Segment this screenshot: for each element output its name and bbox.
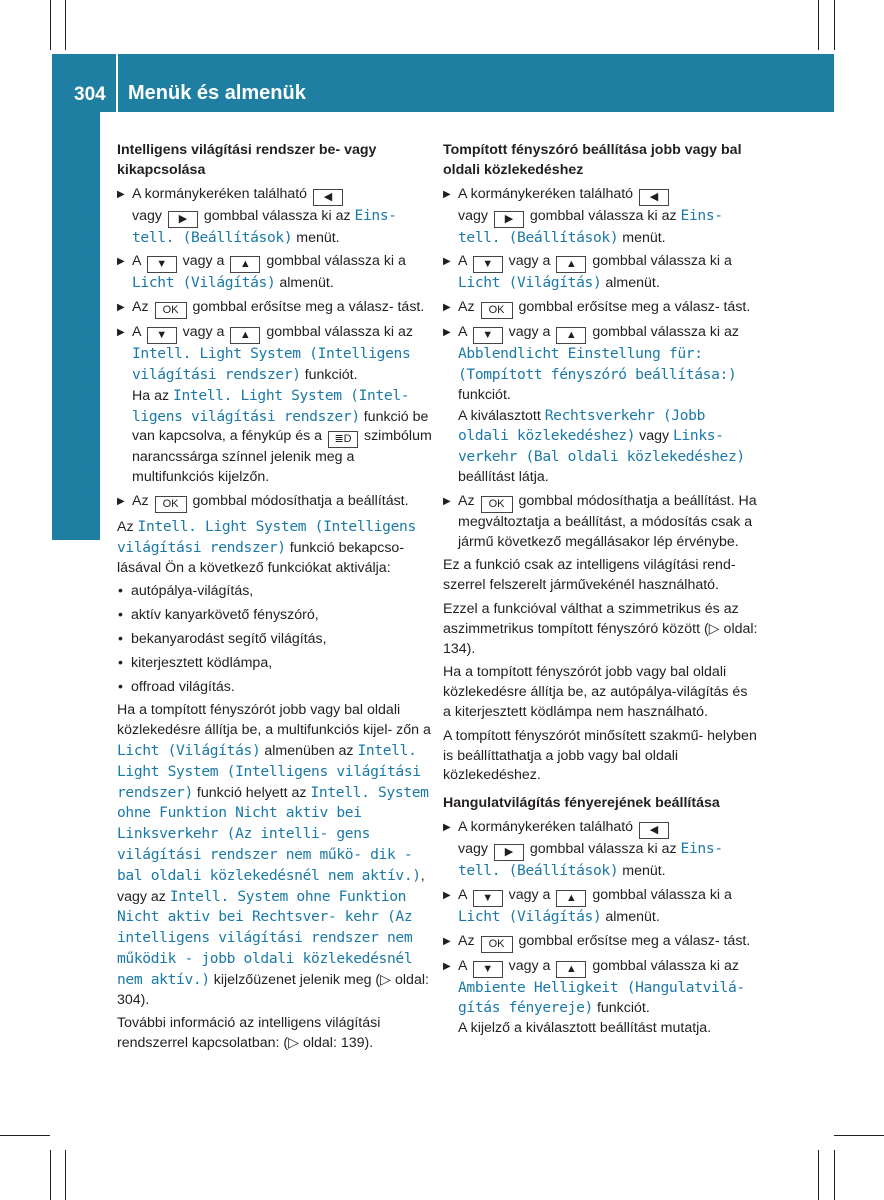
crop-mark [50, 0, 51, 50]
step-text: Az [458, 932, 475, 949]
step-item [443, 818, 759, 882]
step-text: A kormánykeréken található [132, 185, 308, 202]
step-text: gombbal válassza ki a [592, 253, 732, 270]
step-item [443, 185, 759, 249]
step-text: gombbal erősítse meg a válasz‐ tást. [518, 932, 751, 949]
up-arrow-key-icon: ▲ [556, 256, 586, 273]
up-arrow-key-icon: ▲ [556, 890, 586, 907]
up-arrow-key-icon: ▲ [556, 327, 586, 344]
ok-key-icon: OK [481, 496, 513, 513]
step-text: almenüt. [605, 908, 660, 925]
step-item [443, 957, 759, 1039]
step-text: A [458, 886, 467, 903]
left-arrow-key-icon: ◀ [639, 822, 669, 839]
page-number: 304 [74, 84, 106, 105]
step-item [117, 492, 433, 513]
paragraph: További információ az intelligens világítási rendszerrel kapcsolatban: (▷ oldal: 139). [117, 1015, 381, 1052]
step-text: gombbal válassza ki a [266, 253, 406, 270]
chapter-label: Fedélzeti számítógép és kijelzők [76, 183, 98, 490]
menu-name: Links‐ verkehr (Bal oldali közlekedéshez) [458, 427, 745, 466]
step-text: szimbólum narancssárga színnel jelenik meg a multifunkciós kijelzőn. [132, 428, 432, 486]
ok-key-icon: OK [481, 936, 513, 953]
left-column [117, 141, 433, 1058]
step-item [443, 932, 759, 953]
crop-mark [65, 0, 66, 50]
step-text: funkciót. [596, 1000, 650, 1017]
menu-name: Licht (Világítás) [458, 274, 602, 292]
menu-name: Intell. Light System (Intel‐ ligens világítási rendszer) [132, 386, 410, 425]
step-text: vagy a [508, 253, 551, 270]
step-item [443, 886, 759, 928]
right-arrow-key-icon: ▶ [168, 211, 198, 228]
step-text: vagy [132, 207, 162, 224]
crop-mark [818, 0, 819, 50]
menu-name: Licht (Világítás) [117, 741, 261, 759]
step-text: gombbal válassza ki az [592, 324, 739, 341]
step-text: funkció be van kapcsolva, a fénykúp és a [132, 408, 429, 445]
step-text: A [458, 957, 467, 974]
step-text: A kijelző a kiválasztott beállítást mutatja. [458, 1020, 712, 1037]
menu-name: Licht (Világítás) [458, 907, 602, 925]
step-text: A kiválasztott [458, 407, 541, 424]
step-text: gombbal válassza ki az [592, 957, 739, 974]
step-item [117, 252, 433, 294]
crop-mark [0, 1135, 50, 1136]
crop-mark [834, 0, 835, 50]
step-text: vagy [458, 207, 488, 224]
down-arrow-key-icon: ▼ [473, 256, 503, 273]
step-text: vagy [639, 428, 670, 445]
section-heading: Tompított fényszóró beállítása jobb vagy bal oldali közlekedéshez [443, 142, 742, 178]
headlamp-icon: ≣D [328, 431, 358, 448]
menu-name: Licht (Világítás) [132, 274, 276, 292]
crop-mark [65, 1150, 66, 1200]
menu-name: Rechtsverkehr (Jobb oldali közlekedéshez) [458, 406, 706, 445]
menu-name: Eins‐ tell. (Beállítások) [458, 839, 723, 879]
section-heading: Intelligens világítási rendszer be- vagy kikapcsolása [117, 142, 377, 178]
list-item: • offroad világítás. [117, 678, 433, 698]
paragraph: Ha a tompított fényszórót jobb vagy bal oldali közlekedésre állítja be, az autópálya-világítás és a kiterjesztett ködlámpa nem használható. [443, 664, 748, 720]
ok-key-icon: OK [155, 302, 187, 319]
down-arrow-key-icon: ▼ [473, 890, 503, 907]
paragraph: Az Intell. Light System (Intelligens világítási rendszer) funkció bekapcso‐ lásával Ön a következő funkciókat aktiválja: [117, 517, 416, 576]
step-item [117, 185, 433, 249]
menu-name: Eins‐ tell. (Beállítások) [458, 206, 723, 246]
menu-name: Intell. Light System (Intelligens világítási rendszer) [117, 741, 421, 801]
down-arrow-key-icon: ▼ [147, 256, 177, 273]
step-text: A [132, 253, 141, 270]
up-arrow-key-icon: ▲ [230, 327, 260, 344]
step-text: gombbal erősítse meg a válasz‐ tást. [192, 299, 425, 316]
step-text: vagy a [508, 324, 551, 341]
step-text: gombbal módosíthatja a beállítást. Ha megváltoztatja a beállítást, a módosítás csak a jármű következő megállásakor lép érvénybe. [458, 492, 757, 550]
page-title: Menük és almenük [128, 82, 306, 104]
left-arrow-key-icon: ◀ [639, 189, 669, 206]
step-text: vagy [458, 840, 488, 857]
step-text: Az [458, 492, 475, 509]
list-item: • autópálya-világítás, [117, 582, 433, 602]
down-arrow-key-icon: ▼ [473, 961, 503, 978]
step-text: vagy a [182, 324, 225, 341]
step-text: gombbal válassza ki az [266, 324, 413, 341]
list-item: • aktív kanyarkövető fényszóró, [117, 606, 433, 626]
step-text: almenüt. [279, 275, 334, 292]
header-divider [116, 54, 118, 112]
down-arrow-key-icon: ▼ [473, 327, 503, 344]
step-text: menüt. [622, 229, 666, 246]
step-text: A kormánykeréken található [458, 818, 634, 835]
step-text: vagy a [182, 253, 225, 270]
step-item [443, 323, 759, 488]
step-item [117, 323, 433, 488]
step-item [443, 252, 759, 294]
step-text: A [458, 253, 467, 270]
step-text: gombbal válassza ki az [203, 207, 351, 224]
right-arrow-key-icon: ▶ [494, 211, 524, 228]
paragraph: Ezzel a funkcióval válthat a szimmetrikus és az aszimmetrikus tompított fényszóró között (▷ oldal: 134). [443, 600, 758, 657]
step-text: vagy a [508, 886, 551, 903]
crop-mark [834, 1150, 835, 1200]
list-item: • bekanyarodást segítő világítás, [117, 630, 433, 650]
crop-mark [834, 1135, 884, 1136]
step-text: funkciót. [458, 386, 511, 403]
up-arrow-key-icon: ▲ [556, 961, 586, 978]
step-text: Ha az [132, 387, 170, 404]
menu-name: Abblendlicht Einstellung für: (Tompított fényszóró beállítása:) [458, 345, 737, 383]
step-text: almenüt. [605, 275, 660, 292]
step-text: Az [132, 299, 149, 316]
step-text: beállítást látja. [458, 468, 549, 485]
menu-name: Intell. Light System (Intelligens világítási rendszer) [117, 517, 416, 556]
step-item [443, 492, 759, 553]
step-text: menüt. [296, 229, 340, 246]
step-text: gombbal erősítse meg a válasz‐ tást. [518, 299, 751, 316]
paragraph: A tompított fényszórót minősített szakmű‐ helyben is beállíttathatja a jobb vagy bal oldali közlekedéshez. [443, 727, 757, 784]
menu-name: Ambiente Helligkeit (Hangulatvilá‐ gítás fényereje) [458, 978, 745, 1017]
right-column [443, 141, 759, 1043]
step-text: gombbal válassza ki a [592, 886, 732, 903]
message-name: Intell. System ohne Funktion Nicht aktiv bei Linksverkehr (Az intelli‐ gens világítási rendszer nem műkö‐ dik - bal oldali közlekedésnél nem aktív.) [117, 783, 429, 884]
step-text: Az [458, 299, 475, 316]
left-arrow-key-icon: ◀ [313, 189, 343, 206]
step-text: gombbal válassza ki az [529, 840, 677, 857]
step-text: gombbal módosíthatja a beállítást. [192, 492, 409, 509]
step-item [117, 298, 433, 319]
ok-key-icon: OK [481, 302, 513, 319]
right-arrow-key-icon: ▶ [494, 844, 524, 861]
step-text: A kormánykeréken található [458, 185, 634, 202]
step-text: funkciót. [304, 366, 358, 383]
message-name: Intell. System ohne Funktion Nicht aktiv bei Rechtsver‐ kehr (Az intelligens világítási rendszer nem működik - jobb oldali közlekedésnél nem aktív.) [117, 887, 413, 988]
step-text: gombbal válassza ki az [529, 207, 677, 224]
step-text: vagy a [508, 957, 551, 974]
step-text: A [458, 324, 467, 341]
step-text: A [132, 324, 141, 341]
paragraph: Ez a funkció csak az intelligens világítási rend‐ szerrel felszerelt járművekénél használható. [443, 557, 736, 594]
menu-name: Intell. Light System (Intelligens világítási rendszer) [132, 345, 411, 383]
menu-name: Eins‐ tell. (Beállítások) [132, 206, 397, 246]
step-text: Az [132, 492, 149, 509]
step-item [443, 298, 759, 319]
paragraph: Ha a tompított fényszórót jobb vagy bal oldali közlekedésre állítja be, a multifunkciós kijel‐ zőn a Licht (Világítás) almenüben az Intell. Light System (Intelligens világítási rendszer) funkció helyett az Intell. System ohne Funktion Nicht aktiv bei Linksverkehr (Az intelli‐ gens világítási rendszer nem műkö‐ dik - bal oldali közlekedésnél nem aktív.), vagy az Intell. System ohne Funktion Nicht aktiv bei Rechtsver‐ kehr (Az intelligens világítási rendszer nem működik - jobb oldali közlekedésnél nem aktív.) kijelzőüzenet jelenik meg (▷ oldal: 304). [117, 702, 431, 1008]
up-arrow-key-icon: ▲ [230, 256, 260, 273]
list-item: • kiterjesztett ködlámpa, [117, 654, 433, 674]
down-arrow-key-icon: ▼ [147, 327, 177, 344]
ok-key-icon: OK [155, 496, 187, 513]
step-text: menüt. [622, 862, 666, 879]
crop-mark [818, 1150, 819, 1200]
section-heading: Hangulatvilágítás fényerejének beállítása [443, 795, 720, 812]
crop-mark [50, 1150, 51, 1200]
